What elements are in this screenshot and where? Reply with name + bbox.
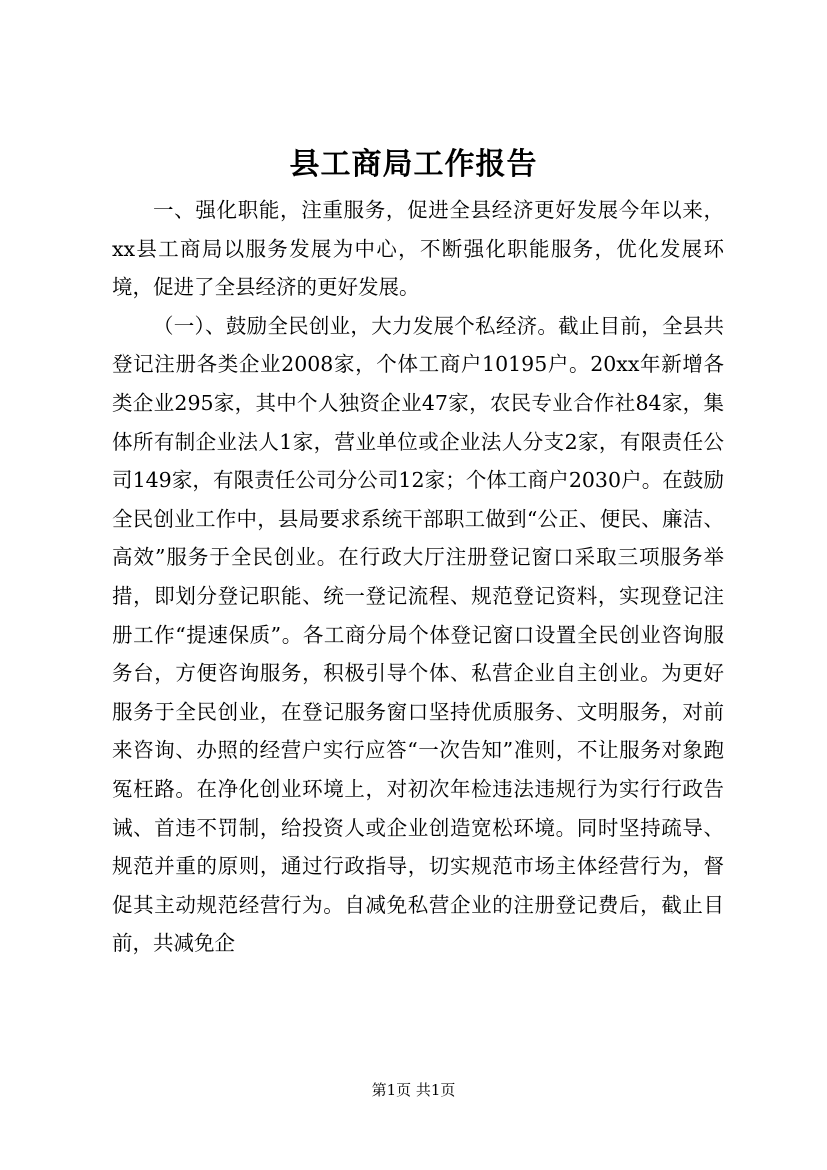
page-footer: 第1页 共1页 bbox=[371, 1081, 456, 1099]
document-title: 县工商局工作报告 bbox=[289, 147, 538, 182]
paragraph-2: （一）、鼓励全民创业，大力发展个私经济。截止目前，全县共登记注册各类企业2008家，个体工商户10195户。20xx年新增各类企业295家，其中个人独资企业47家，农民专业合作社84家，集体所有制企业法人1家，营业单位或企业法人分支2家，有限责任公司149家，有限责任公司分公司12家；个体工商户2030户。在鼓励全民创业工作中，县局要求系统干部职工做到“公正、便民、廉洁、高效”服务于全民创业。在行政大厅注册登记窗口采取三项服务举措，即划分登记职能、统一登记流程、规范登记资料，实现登记注册工作“提速保质”。各工商分局个体登记窗口设置全民创业咨询服务台，方便咨询服务，积极引导个体、私营企业自主创业。为更好服务于全民创业，在登记服务窗口坚持优质服务、文明服务，对前来咨询、办照的经营户实行应答“一次告知”准则，不让服务对象跑冤枉路。在净化创业环境上，对初次年检违法违规行为实行行政告诫、首违不罚制，给投资人或企业创造宽松环境。同时坚持疏导、规范并重的原则，通过行政指导，切实规范市场主体经营行为，督促其主动规范经营行为。自减免私营企业的注册登记费后，截止目前，共减免企 bbox=[112, 313, 724, 956]
paragraph-1: 一、强化职能，注重服务，促进全县经济更好发展今年以来，xx县工商局以服务发展为中心，不断强化职能服务，优化发展环境，促进了全县经济的更好发展。 bbox=[112, 198, 724, 300]
document-body bbox=[112, 191, 724, 963]
